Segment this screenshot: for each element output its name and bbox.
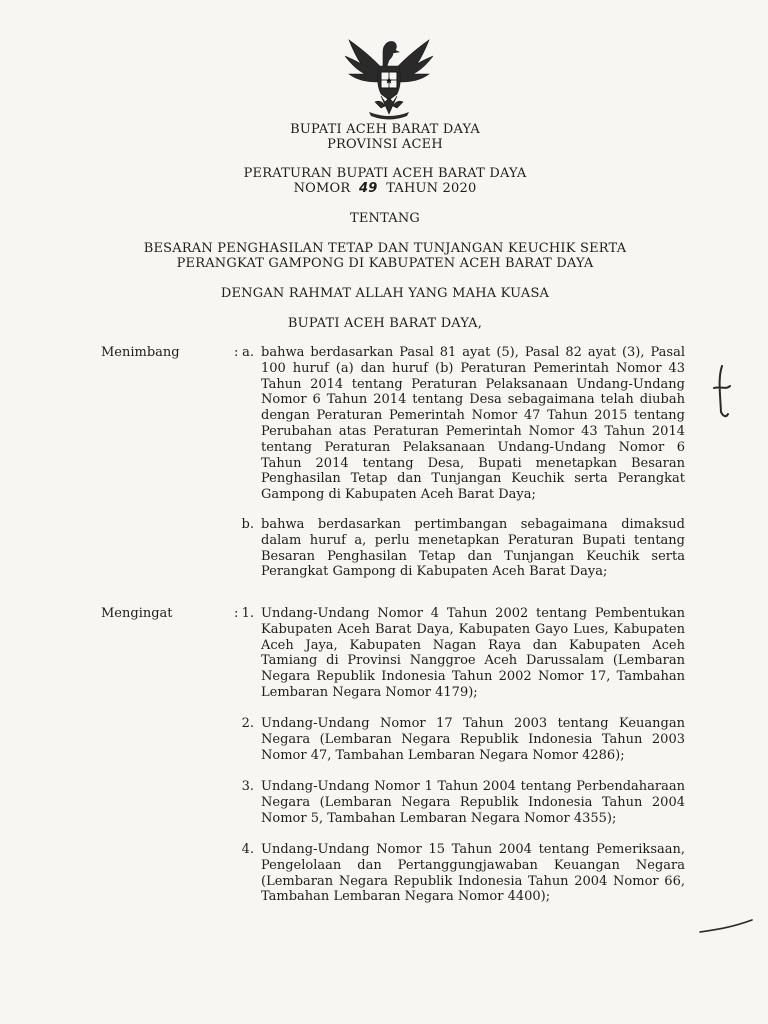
rahmat-heading: DENGAN RAHMAT ALLAH YANG MAHA KUASA <box>220 286 550 301</box>
menimbang-label: Menimbang <box>101 345 180 360</box>
menimbang-marker-a: a. <box>242 345 254 360</box>
subject-line-1: BESARAN PENGHASILAN TETAP DAN TUNJANGAN KEUCHIK SERTA <box>143 241 627 256</box>
mengingat-marker-2: 2. <box>241 716 254 731</box>
regulation-title: PERATURAN BUPATI ACEH BARAT DAYA <box>243 166 527 181</box>
mengingat-marker-4: 4. <box>241 842 254 857</box>
issuer-name: BUPATI ACEH BARAT DAYA <box>290 122 480 137</box>
mengingat-colon: : <box>234 606 239 621</box>
paraf-mark-icon <box>708 362 736 422</box>
nomor-value: 49 <box>359 181 378 196</box>
issuer-province: PROVINSI ACEH <box>327 137 443 152</box>
initial-stroke-icon <box>696 910 756 940</box>
mengingat-item-1: Undang-Undang Nomor 4 Tahun 2002 tentang Pembentukan Kabupaten Aceh Barat Daya, Kabupaten Gayo Lues, Kabupaten Aceh Jaya, Kabupaten Nagan Raya dan Kabupaten Aceh Tamiang di Provinsi Nanggroe Aceh Darussalam (Lembaran Negara Republik Indonesia Tahun 2002 Nomor 17, Tambahan Lembaran Negara Nomor 4179); <box>261 606 685 700</box>
nomor-year: TAHUN 2020 <box>386 181 477 196</box>
menimbang-marker-b: b. <box>241 517 254 532</box>
mengingat-label: Mengingat <box>101 606 173 621</box>
regulation-number <box>60 181 710 196</box>
bupati-heading: BUPATI ACEH BARAT DAYA, <box>287 316 483 331</box>
mengingat-marker-3: 3. <box>241 779 254 794</box>
nomor-prefix: NOMOR <box>293 181 351 196</box>
mengingat-item-4: Undang-Undang Nomor 15 Tahun 2004 tentang Pemeriksaan, Pengelolaan dan Pertanggungjawaban Keuangan Negara (Lembaran Negara Republik Indonesia Tahun 2004 Nomor 66, Tambahan Lembaran Negara Nomor 4400); <box>261 842 685 905</box>
menimbang-item-b: bahwa berdasarkan pertimbangan sebagaimana dimaksud dalam huruf a, perlu menetapkan Peraturan Bupati tentang Besaran Penghasilan Tetap dan Tunjangan Keuchik serta Perangkat Gampong di Kabupaten Aceh Barat Daya; <box>261 517 685 580</box>
menimbang-item-a: bahwa berdasarkan Pasal 81 ayat (5), Pasal 82 ayat (3), Pasal 100 huruf (a) dan huruf (b) Peraturan Pemerintah Nomor 43 Tahun 2014 tentang Peraturan Pelaksanaan Undang-Undang Nomor 6 Tahun 2014 tentang Desa sebagaimana telah diubah dengan Peraturan Pemerintah Nomor 47 Tahun 2015 tentang Perubahan atas Peraturan Pemerintah Nomor 43 Tahun 2014 tentang Peraturan Pelaksanaan Undang-Undang Nomor 6 Tahun 2014 tentang Desa, Bupati menetapkan Besaran Penghasilan Tetap dan Tunjangan Keuchik serta Perangkat Gampong di Kabupaten Aceh Barat Daya; <box>261 345 685 503</box>
mengingat-item-2: Undang-Undang Nomor 17 Tahun 2003 tentang Keuangan Negara (Lembaran Negara Republik Indonesia Tahun 2003 Nomor 47, Tambahan Lembaran Negara Nomor 4286); <box>261 716 685 763</box>
mengingat-item-3: Undang-Undang Nomor 1 Tahun 2004 tentang Perbendaharaan Negara (Lembaran Negara Republik Indonesia Tahun 2004 Nomor 5, Tambahan Lembaran Negara Nomor 4355); <box>261 779 685 826</box>
tentang-heading: TENTANG <box>349 211 421 226</box>
garuda-emblem-icon <box>339 30 439 122</box>
menimbang-colon: : <box>234 345 239 360</box>
mengingat-marker-1: 1. <box>241 606 254 621</box>
subject-line-2: PERANGKAT GAMPONG DI KABUPATEN ACEH BARAT DAYA <box>176 256 594 271</box>
